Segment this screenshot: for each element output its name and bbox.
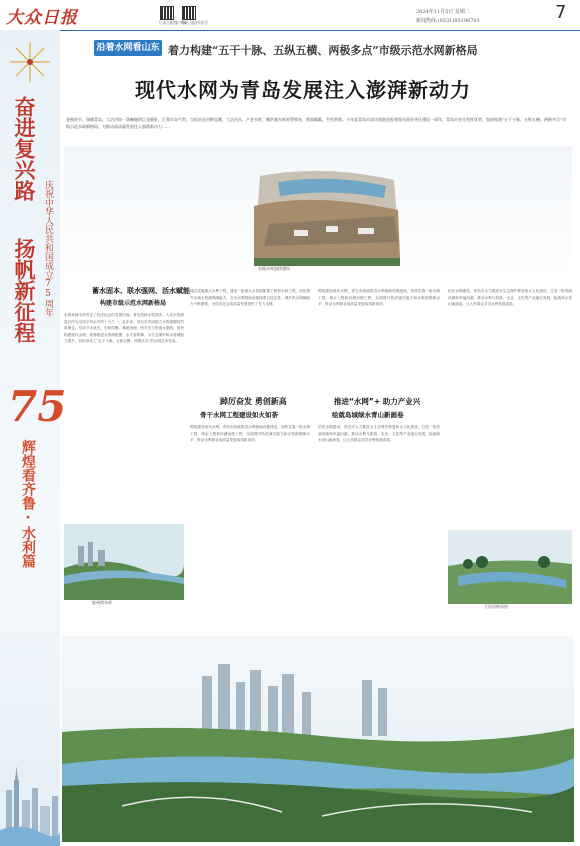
section-title: 推进“水网”+ 助力产业兴 — [334, 397, 421, 406]
article-column: 水网承载交织决定了经济社会的发展空间。青岛是缺水型城市，人均水资源量仅约为全国平均水平的十分之一。近年来，青岛市牢固树立水资源刚性约束理念，坚持节水优先、空间均衡、系统治理、两手发力的治水思路，加快构建现代水网，统筹推进水资源配置、水灾害防御、水生态保护和水管理能力提升，初步形成了“五干十脉、五纵五横、两极多点”的水网总体布局。 — [64, 313, 184, 344]
riverside-photo — [448, 530, 572, 604]
article-column: 依托水网建设，青岛市大力推进水生态保护修复和水文化建设，打造一批美丽河湖和幸福河湖，推动水利与旅游、农业、文化等产业融合发展，绘就绿水青山新画卷，让人民群众共享水利发展成果。 — [318, 425, 440, 443]
column-banner: 沿着水网看山东 — [94, 40, 162, 56]
photo-caption: 官路水库加快建设 — [258, 266, 290, 271]
section-title: 蓄水固本、联水强网、活水赋能 — [92, 287, 190, 295]
section-subtitle: 骨干水网工程建设如火如荼 — [200, 411, 278, 419]
page-number: 7 — [555, 2, 567, 23]
photo-caption: 胶州湾水库 — [92, 600, 112, 605]
article-lead: 金秋时节，绿城青岛。大沽河如一条蜿蜒的巨龙静卧，汇聚半岛气势，当你站在河畔远眺，大沽河水，产芝水库，棘洪滩水库星罗棋布，碧波粼粼，生机勃勃。今年是青岛市成功获批国家省级水网先导区建设一周年，青岛市充分发挥优势，加快构建“五干十脉、五纵五横、两极多点”市级示范水网新格局，为推动高质量发展注入澎湃新动力…… — [66, 117, 567, 129]
article-headline: 现代水网为青岛发展注入澎湃新动力 — [135, 78, 471, 102]
city-waterfront-photo — [62, 636, 574, 842]
qr-code-icon — [160, 6, 174, 20]
river-photo — [64, 524, 184, 600]
qr-code-icon — [182, 6, 196, 20]
article-column: 围绕建设现代水网，青岛市持续推进水利基础设施建设，加快实施一批水源工程、调水工程和河湖治理工程，全面提升防洪减灾能力和水资源保障水平，推动水利事业高质量发展取得新成效。 — [318, 289, 440, 307]
article-column: 通过实施重点水利工程，建成一批重大水资源配置工程和水源工程，优化提升区域水资源保障能力，全市水利基础设施体系日趋完善，城乡供水保障能力不断增强，为经济社会高质量发展提供了有力支撑。 — [190, 289, 310, 307]
sidebar-slogan-2: 扬帆新征程 — [12, 238, 36, 343]
issue-date: 2024年11月5日 星期二 — [416, 9, 470, 15]
qr-label: 大众日报抖音号 — [180, 20, 208, 25]
section-title: 踔厉奋发 勇创新高 — [220, 397, 287, 406]
section-subtitle: 绘就岛城绿水青山新画卷 — [332, 411, 404, 419]
news-hotline: 新闻热线:(0531)85196701 — [416, 18, 480, 24]
reservoir-photo — [64, 146, 572, 284]
article-subtitle: 着力构建“五干十脉、五纵五横、两极多点”市级示范水网新格局 — [168, 44, 478, 57]
section-subtitle: 构建市级示范水网新格局 — [100, 300, 167, 307]
masthead — [0, 0, 580, 31]
article-column: 依托水网建设，青岛市大力推进水生态保护修复和水文化建设，打造一批美丽河湖和幸福河湖，推动水利与旅游、农业、文化等产业融合发展，绘就绿水青山新画卷，让人民群众共享水利发展成果。 — [448, 289, 572, 307]
city-skyline-icon — [0, 760, 60, 846]
sidebar-anniversary: 庆祝中华人民共和国成立75周年 — [43, 180, 53, 317]
newspaper-logo: 大众日报 — [6, 8, 78, 28]
fireworks-icon — [4, 38, 56, 86]
sidebar-section-title: 辉煌看齐鲁·水利篇 — [20, 440, 36, 568]
article-column: 围绕建设现代水网，青岛市持续推进水利基础设施建设，加快实施一批水源工程、调水工程和河湖治理工程，全面提升防洪减灾能力和水资源保障水平，推动水利事业高质量发展取得新成效。 — [190, 425, 310, 443]
anniversary-75: 75 — [8, 382, 67, 431]
sidebar-slogan-1: 奋进复兴路 — [12, 96, 36, 201]
qr-label: 大众日报客户端 — [158, 20, 186, 25]
photo-caption: 大沽河秋风图 — [484, 604, 508, 609]
